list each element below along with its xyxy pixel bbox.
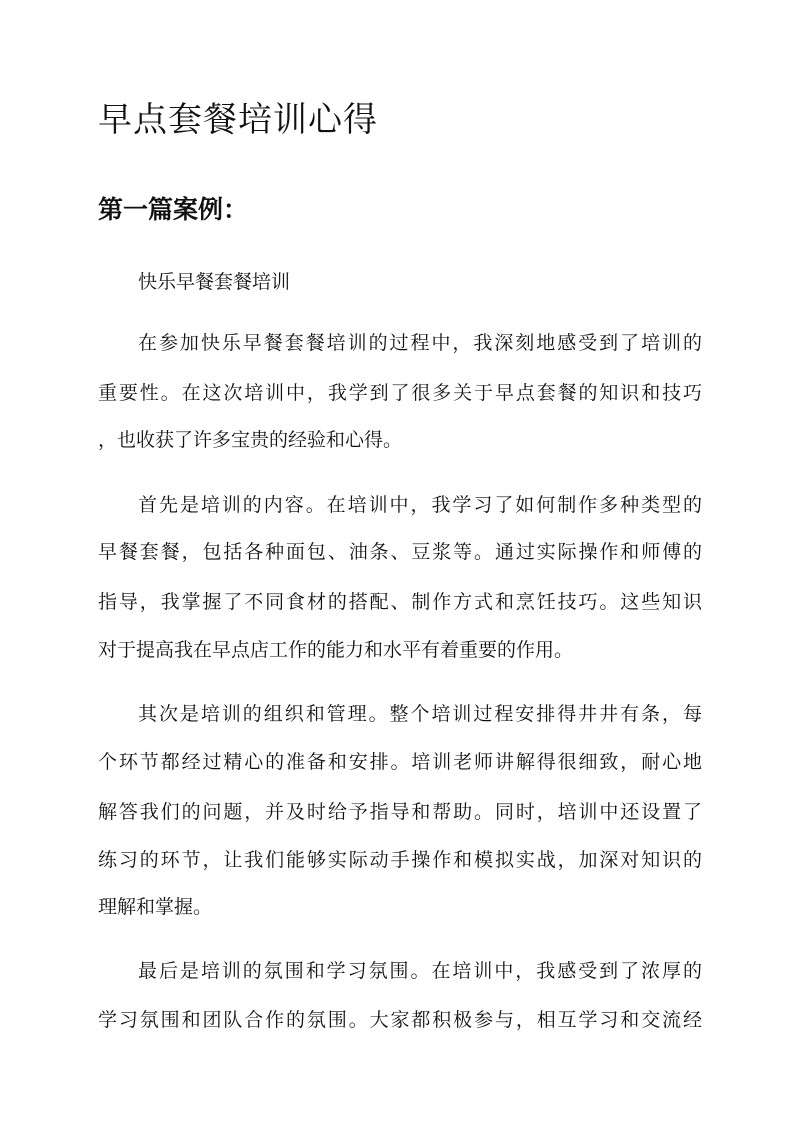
paragraph-line: 在参加快乐早餐套餐培训的过程中，我深刻地感受到了培训的 [138,332,702,354]
paragraph-line: 最后是培训的氛围和学习氛围。在培训中，我感受到了浓厚的 [138,960,702,982]
paragraph-line: 学习氛围和团队合作的氛围。大家都积极参与，相互学习和交流经 [98,1009,702,1031]
paragraph-line: 理解和掌握。 [98,896,213,918]
paragraph-line: 早餐套餐，包括各种面包、油条、豆浆等。通过实际操作和师傅的 [98,541,702,563]
paragraph-line: 指导，我掌握了不同食材的搭配、制作方式和烹饪技巧。这些知识 [98,591,702,613]
paragraph-line: 个环节都经过精心的准备和安排。培训老师讲解得很细致，耐心地 [98,751,702,773]
paragraph-line: 对于提高我在早点店工作的能力和水平有着重要的作用。 [98,639,574,661]
section-heading: 第一篇案例： [98,195,249,224]
paragraph-line: 首先是培训的内容。在培训中，我学习了如何制作多种类型的 [138,494,702,516]
paragraph-line: 重要性。在这次培训中，我学到了很多关于早点套餐的知识和技巧 [98,382,702,404]
subtitle: 快乐早餐套餐培训 [138,271,291,293]
document-title: 早点套餐培训心得 [98,100,378,140]
paragraph-line: ，也收获了许多宝贵的经验和心得。 [98,429,403,451]
paragraph-line: 解答我们的问题，并及时给予指导和帮助。同时，培训中还设置了 [98,801,702,823]
paragraph-line: 练习的环节，让我们能够实际动手操作和模拟实战，加深对知识的 [98,849,702,871]
paragraph-line: 其次是培训的组织和管理。整个培训过程安排得井井有条，每 [138,703,702,725]
